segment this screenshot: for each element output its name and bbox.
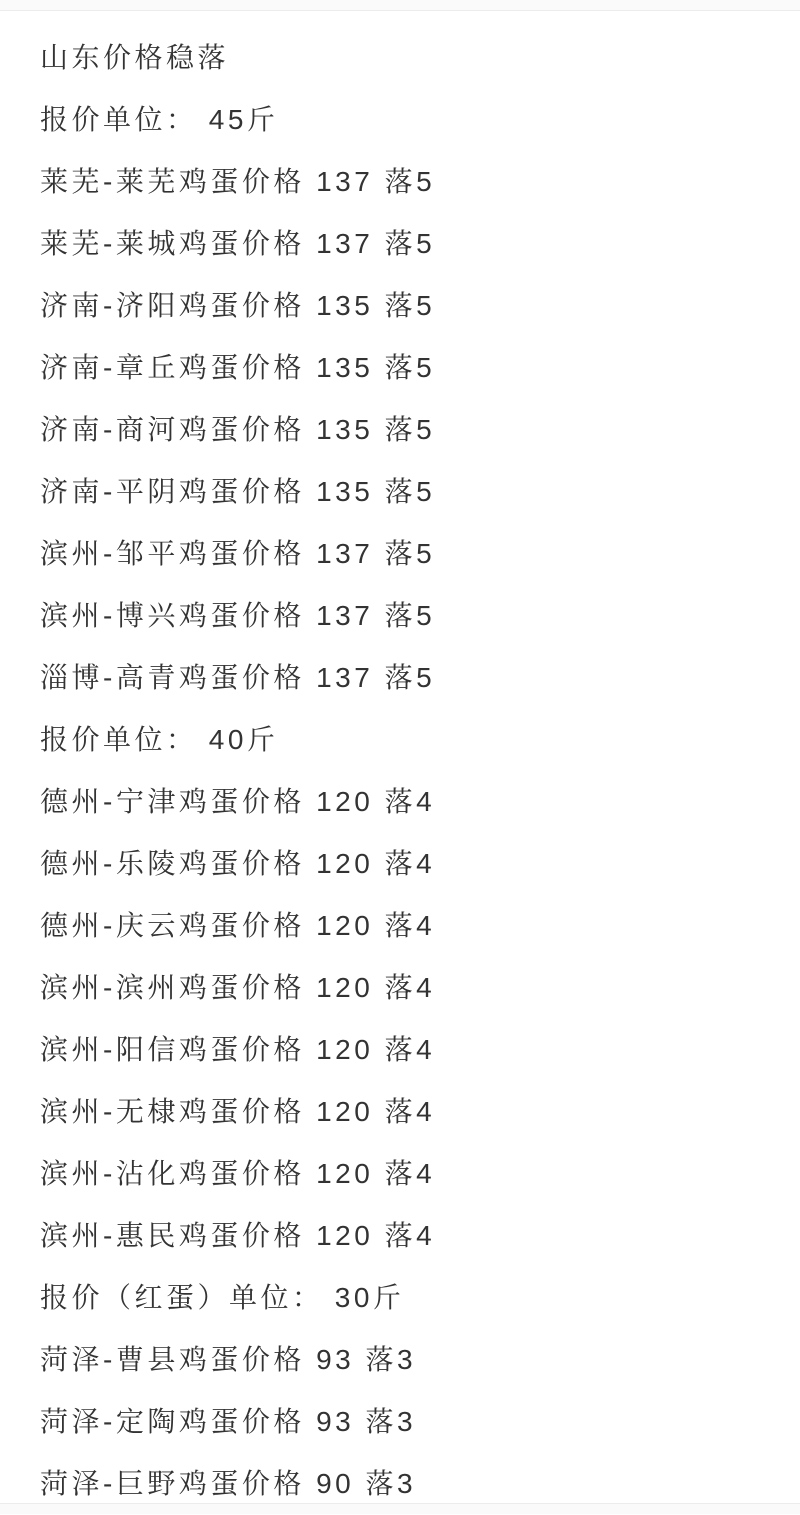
unit-label: 报价单位： 40斤 [40,724,279,755]
price-row: 莱芜-莱芜鸡蛋价格 137 落5 [40,166,436,197]
price-row: 菏泽-曹县鸡蛋价格 93 落3 [40,1344,417,1375]
price-row: 德州-庆云鸡蛋价格 120 落4 [40,910,436,941]
price-row: 济南-商河鸡蛋价格 135 落5 [40,414,436,445]
price-row: 淄博-高青鸡蛋价格 137 落5 [40,662,436,693]
top-page-edge [0,0,800,11]
price-row: 滨州-滨州鸡蛋价格 120 落4 [40,972,436,1003]
price-row: 济南-济阳鸡蛋价格 135 落5 [40,290,436,321]
price-row: 滨州-邹平鸡蛋价格 137 落5 [40,538,436,569]
price-row: 莱芜-莱城鸡蛋价格 137 落5 [40,228,436,259]
price-row: 德州-乐陵鸡蛋价格 120 落4 [40,848,436,879]
price-row: 滨州-沾化鸡蛋价格 120 落4 [40,1158,436,1189]
price-row: 滨州-惠民鸡蛋价格 120 落4 [40,1220,436,1251]
price-row: 滨州-阳信鸡蛋价格 120 落4 [40,1034,436,1065]
price-row: 济南-章丘鸡蛋价格 135 落5 [40,352,436,383]
unit-label: 报价（红蛋）单位： 30斤 [40,1282,405,1313]
page-title: 山东价格稳落 [40,42,230,73]
price-row: 滨州-无棣鸡蛋价格 120 落4 [40,1096,436,1127]
price-row: 德州-宁津鸡蛋价格 120 落4 [40,786,436,817]
unit-label: 报价单位： 45斤 [40,104,279,135]
bottom-page-edge [0,1503,800,1514]
price-row: 菏泽-巨野鸡蛋价格 90 落3 [40,1468,417,1499]
price-row: 滨州-博兴鸡蛋价格 137 落5 [40,600,436,631]
price-row: 济南-平阴鸡蛋价格 135 落5 [40,476,436,507]
price-row: 菏泽-定陶鸡蛋价格 93 落3 [40,1406,417,1437]
